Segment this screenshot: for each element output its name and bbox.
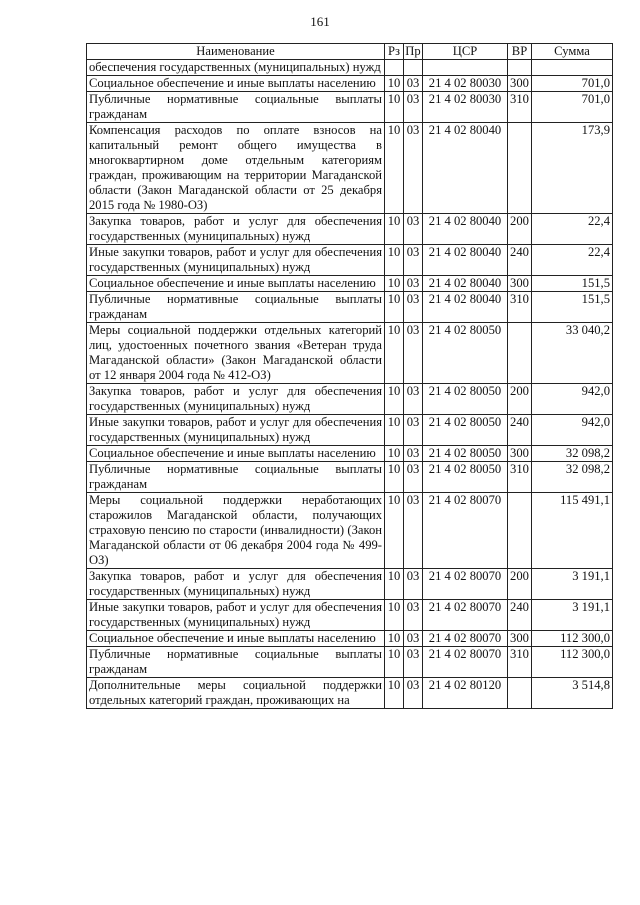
cell-rz bbox=[385, 60, 404, 76]
table-row bbox=[87, 678, 613, 709]
cell-pr: 03 bbox=[404, 493, 423, 569]
cell-vr bbox=[508, 493, 532, 569]
cell-sum: 173,9 bbox=[532, 123, 613, 214]
cell-pr: 03 bbox=[404, 446, 423, 462]
cell-sum: 33 040,2 bbox=[532, 323, 613, 384]
table-row bbox=[87, 92, 613, 123]
cell-vr: 240 bbox=[508, 245, 532, 276]
table-row bbox=[87, 647, 613, 678]
cell-name: обеспечения государственных (муниципальных) нужд bbox=[87, 60, 385, 76]
cell-pr: 03 bbox=[404, 92, 423, 123]
cell-sum: 3 514,8 bbox=[532, 678, 613, 709]
cell-vr: 310 bbox=[508, 647, 532, 678]
table-header-row bbox=[87, 44, 613, 60]
cell-vr: 240 bbox=[508, 600, 532, 631]
cell-vr: 200 bbox=[508, 384, 532, 415]
header-sum: Сумма bbox=[532, 44, 613, 60]
cell-rz: 10 bbox=[385, 76, 404, 92]
cell-rz: 10 bbox=[385, 384, 404, 415]
cell-name: Закупка товаров, работ и услуг для обеспечения государственных (муниципальных) нужд bbox=[87, 214, 385, 245]
cell-rz: 10 bbox=[385, 276, 404, 292]
cell-rz: 10 bbox=[385, 446, 404, 462]
cell-vr bbox=[508, 678, 532, 709]
cell-csr: 21 4 02 80040 bbox=[423, 292, 508, 323]
cell-name: Публичные нормативные социальные выплаты гражданам bbox=[87, 647, 385, 678]
cell-name: Иные закупки товаров, работ и услуг для обеспечения государственных (муниципальных) нужд bbox=[87, 600, 385, 631]
cell-rz: 10 bbox=[385, 631, 404, 647]
cell-vr: 310 bbox=[508, 462, 532, 493]
cell-pr: 03 bbox=[404, 678, 423, 709]
cell-name: Публичные нормативные социальные выплаты гражданам bbox=[87, 292, 385, 323]
table-row bbox=[87, 60, 613, 76]
cell-name: Закупка товаров, работ и услуг для обеспечения государственных (муниципальных) нужд bbox=[87, 569, 385, 600]
cell-sum: 942,0 bbox=[532, 384, 613, 415]
cell-pr: 03 bbox=[404, 462, 423, 493]
table-row bbox=[87, 276, 613, 292]
table-row bbox=[87, 323, 613, 384]
cell-csr: 21 4 02 80050 bbox=[423, 415, 508, 446]
table-row bbox=[87, 384, 613, 415]
table-row bbox=[87, 631, 613, 647]
cell-rz: 10 bbox=[385, 600, 404, 631]
cell-name: Социальное обеспечение и иные выплаты населению bbox=[87, 76, 385, 92]
cell-rz: 10 bbox=[385, 323, 404, 384]
cell-name: Публичные нормативные социальные выплаты гражданам bbox=[87, 92, 385, 123]
cell-sum: 3 191,1 bbox=[532, 600, 613, 631]
cell-rz: 10 bbox=[385, 214, 404, 245]
table-row bbox=[87, 214, 613, 245]
table-row bbox=[87, 600, 613, 631]
cell-vr: 310 bbox=[508, 292, 532, 323]
cell-vr: 310 bbox=[508, 92, 532, 123]
cell-pr: 03 bbox=[404, 323, 423, 384]
cell-pr: 03 bbox=[404, 415, 423, 446]
table-row bbox=[87, 415, 613, 446]
cell-vr bbox=[508, 323, 532, 384]
cell-sum bbox=[532, 60, 613, 76]
cell-rz: 10 bbox=[385, 415, 404, 446]
cell-csr: 21 4 02 80030 bbox=[423, 76, 508, 92]
header-pr: Пр bbox=[405, 44, 421, 58]
cell-csr: 21 4 02 80050 bbox=[423, 323, 508, 384]
cell-pr: 03 bbox=[404, 384, 423, 415]
cell-rz: 10 bbox=[385, 493, 404, 569]
header-name: Наименование bbox=[87, 44, 385, 60]
cell-name: Публичные нормативные социальные выплаты гражданам bbox=[87, 462, 385, 493]
cell-name: Закупка товаров, работ и услуг для обеспечения государственных (муниципальных) нужд bbox=[87, 384, 385, 415]
cell-sum: 701,0 bbox=[532, 76, 613, 92]
cell-sum: 115 491,1 bbox=[532, 493, 613, 569]
cell-sum: 151,5 bbox=[532, 276, 613, 292]
cell-pr: 03 bbox=[404, 600, 423, 631]
cell-vr bbox=[508, 123, 532, 214]
cell-vr: 240 bbox=[508, 415, 532, 446]
cell-csr: 21 4 02 80050 bbox=[423, 446, 508, 462]
cell-csr: 21 4 02 80070 bbox=[423, 631, 508, 647]
cell-pr: 03 bbox=[404, 76, 423, 92]
cell-pr bbox=[404, 60, 423, 76]
cell-csr: 21 4 02 80040 bbox=[423, 276, 508, 292]
table-row bbox=[87, 76, 613, 92]
cell-name: Меры социальной поддержки неработающих старожилов Магаданской области, получающих страховую пенсию по старости (инвалидности) (Закон Магаданской области от 06 декабря 2004 года № 499-ОЗ) bbox=[87, 493, 385, 569]
budget-table bbox=[86, 43, 613, 709]
cell-pr: 03 bbox=[404, 631, 423, 647]
cell-rz: 10 bbox=[385, 462, 404, 493]
cell-rz: 10 bbox=[385, 292, 404, 323]
cell-sum: 942,0 bbox=[532, 415, 613, 446]
cell-name: Компенсация расходов по оплате взносов на капитальный ремонт общего имущества в многоквартирном доме отдельным категориям граждан, проживающим на территории Магаданской области (Закон Магаданской области от 25 декабря 2015 года № 1980-ОЗ) bbox=[87, 123, 385, 214]
cell-vr: 200 bbox=[508, 569, 532, 600]
header-rz: Рз bbox=[385, 44, 404, 60]
cell-csr: 21 4 02 80070 bbox=[423, 493, 508, 569]
cell-name: Социальное обеспечение и иные выплаты населению bbox=[87, 276, 385, 292]
cell-vr: 300 bbox=[508, 276, 532, 292]
cell-sum: 22,4 bbox=[532, 245, 613, 276]
cell-pr: 03 bbox=[404, 569, 423, 600]
cell-sum: 22,4 bbox=[532, 214, 613, 245]
cell-csr: 21 4 02 80040 bbox=[423, 214, 508, 245]
cell-pr: 03 bbox=[404, 214, 423, 245]
table-row bbox=[87, 569, 613, 600]
table-body bbox=[87, 60, 613, 709]
cell-name: Иные закупки товаров, работ и услуг для обеспечения государственных (муниципальных) нужд bbox=[87, 245, 385, 276]
page-number: 161 bbox=[310, 14, 330, 29]
cell-pr: 03 bbox=[404, 276, 423, 292]
cell-vr bbox=[508, 60, 532, 76]
cell-csr: 21 4 02 80040 bbox=[423, 123, 508, 214]
cell-csr: 21 4 02 80050 bbox=[423, 462, 508, 493]
cell-vr: 300 bbox=[508, 76, 532, 92]
cell-vr: 300 bbox=[508, 631, 532, 647]
cell-csr: 21 4 02 80120 bbox=[423, 678, 508, 709]
table-row bbox=[87, 446, 613, 462]
cell-name: Иные закупки товаров, работ и услуг для обеспечения государственных (муниципальных) нужд bbox=[87, 415, 385, 446]
cell-sum: 3 191,1 bbox=[532, 569, 613, 600]
cell-pr: 03 bbox=[404, 123, 423, 214]
cell-rz: 10 bbox=[385, 123, 404, 214]
table-row bbox=[87, 245, 613, 276]
cell-sum: 701,0 bbox=[532, 92, 613, 123]
header-vr: ВР bbox=[508, 44, 532, 60]
cell-csr: 21 4 02 80070 bbox=[423, 569, 508, 600]
cell-csr bbox=[423, 60, 508, 76]
cell-sum: 112 300,0 bbox=[532, 647, 613, 678]
table-row bbox=[87, 462, 613, 493]
cell-rz: 10 bbox=[385, 678, 404, 709]
cell-name: Дополнительные меры социальной поддержки отдельных категорий граждан, проживающих на bbox=[87, 678, 385, 709]
table-row bbox=[87, 493, 613, 569]
cell-csr: 21 4 02 80070 bbox=[423, 600, 508, 631]
cell-csr: 21 4 02 80050 bbox=[423, 384, 508, 415]
cell-name: Социальное обеспечение и иные выплаты населению bbox=[87, 446, 385, 462]
cell-vr: 200 bbox=[508, 214, 532, 245]
header-csr: ЦСР bbox=[423, 44, 508, 60]
cell-sum: 32 098,2 bbox=[532, 446, 613, 462]
cell-name: Социальное обеспечение и иные выплаты населению bbox=[87, 631, 385, 647]
cell-pr: 03 bbox=[404, 647, 423, 678]
cell-rz: 10 bbox=[385, 92, 404, 123]
cell-vr: 300 bbox=[508, 446, 532, 462]
cell-csr: 21 4 02 80030 bbox=[423, 92, 508, 123]
cell-csr: 21 4 02 80070 bbox=[423, 647, 508, 678]
cell-rz: 10 bbox=[385, 569, 404, 600]
table-row bbox=[87, 292, 613, 323]
table-row bbox=[87, 123, 613, 214]
cell-csr: 21 4 02 80040 bbox=[423, 245, 508, 276]
cell-sum: 32 098,2 bbox=[532, 462, 613, 493]
cell-sum: 112 300,0 bbox=[532, 631, 613, 647]
cell-pr: 03 bbox=[404, 292, 423, 323]
cell-name: Меры социальной поддержки отдельных категорий лиц, удостоенных почетного звания «Ветеран труда Магаданской области» (Закон Магаданской области от 12 января 2004 года № 412-ОЗ) bbox=[87, 323, 385, 384]
cell-rz: 10 bbox=[385, 647, 404, 678]
cell-sum: 151,5 bbox=[532, 292, 613, 323]
cell-rz: 10 bbox=[385, 245, 404, 276]
cell-pr: 03 bbox=[404, 245, 423, 276]
